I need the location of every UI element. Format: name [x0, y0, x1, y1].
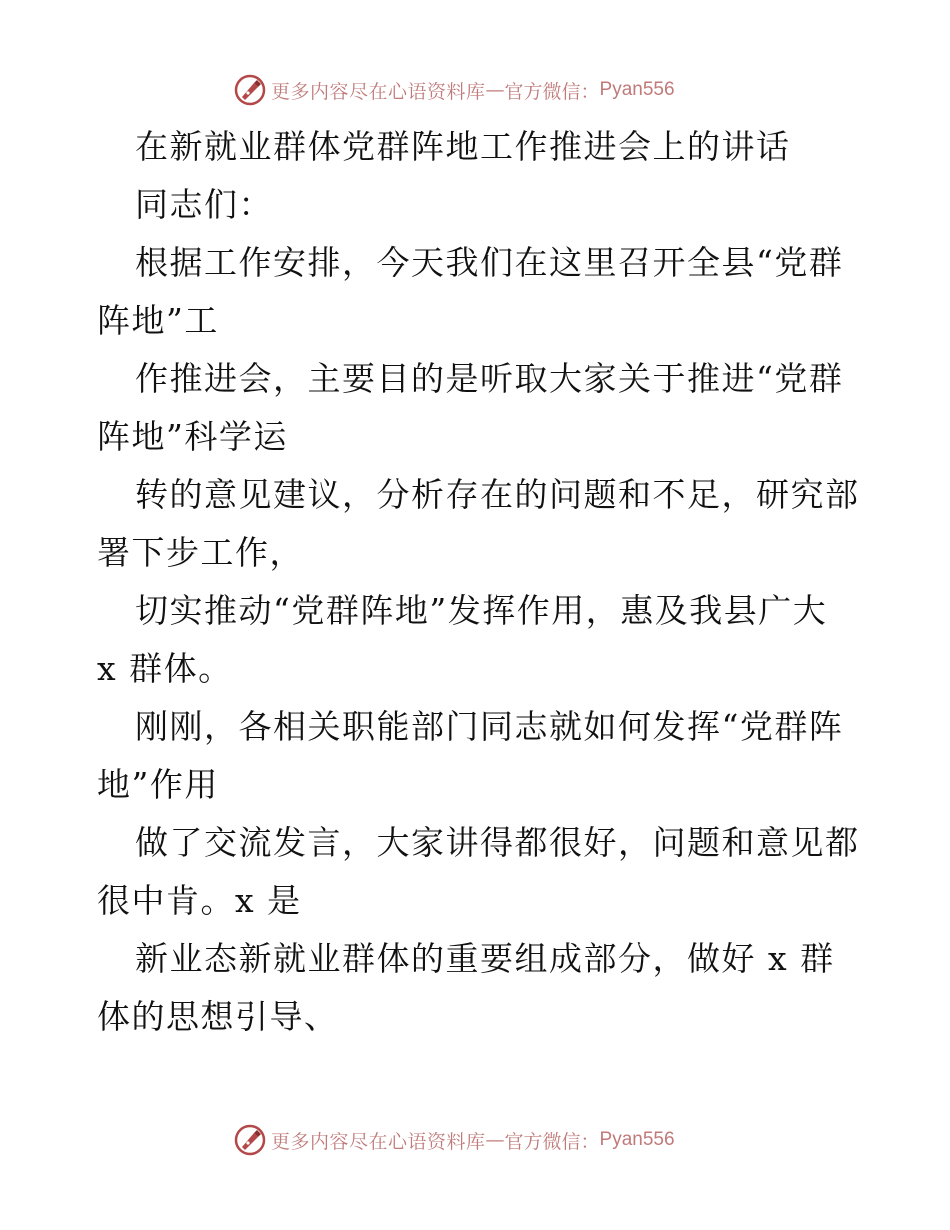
- paragraph-line: 地”作用: [97, 765, 219, 804]
- watermark-wechat-id: Pyan556: [599, 1129, 675, 1150]
- header-watermark: [233, 72, 675, 108]
- salutation: 同志们：: [135, 185, 273, 224]
- paragraph-line: 转的意见建议，分析存在的问题和不足，研究部: [135, 475, 860, 514]
- document-body: [97, 118, 860, 1046]
- watermark-separator: —: [485, 1129, 505, 1151]
- paragraph-line: x 群体。: [97, 649, 233, 688]
- paragraph-line: 阵地”工: [97, 301, 219, 340]
- paragraph-line: 很中肯。x 是: [97, 881, 302, 920]
- watermark-separator: —: [485, 79, 505, 101]
- watermark-site-text: 更多内容尽在心语资料库: [271, 1130, 486, 1153]
- watermark-site-text: 更多内容尽在心语资料库: [271, 80, 486, 103]
- paragraph-line: 阵地”科学运: [97, 417, 288, 456]
- pen-nib-logo-icon: [233, 1123, 267, 1157]
- paragraph-line: 新业态新就业群体的重要组成部分，做好 x 群: [135, 939, 835, 978]
- paragraph-line: 署下步工作，: [97, 533, 304, 572]
- paragraph-line: 作推进会，主要目的是听取大家关于推进“党群: [135, 359, 844, 398]
- watermark-wechat-id: Pyan556: [599, 79, 675, 100]
- watermark-wechat-label: 官方微信：: [504, 1130, 600, 1153]
- footer-watermark: [233, 1122, 675, 1158]
- paragraph-line: 体的思想引导、: [97, 997, 339, 1036]
- paragraph-line: 做了交流发言，大家讲得都很好，问题和意见都: [135, 823, 860, 862]
- pen-nib-logo-icon: [233, 73, 267, 107]
- paragraph-line: 切实推动“党群阵地”发挥作用，惠及我县广大: [135, 591, 828, 630]
- paragraph-line: 刚刚，各相关职能部门同志就如何发挥“党群阵: [135, 707, 844, 746]
- paragraph-line: 根据工作安排，今天我们在这里召开全县“党群: [135, 243, 844, 282]
- watermark-wechat-label: 官方微信：: [504, 80, 600, 103]
- document-title: 在新就业群体党群阵地工作推进会上的讲话: [135, 127, 791, 166]
